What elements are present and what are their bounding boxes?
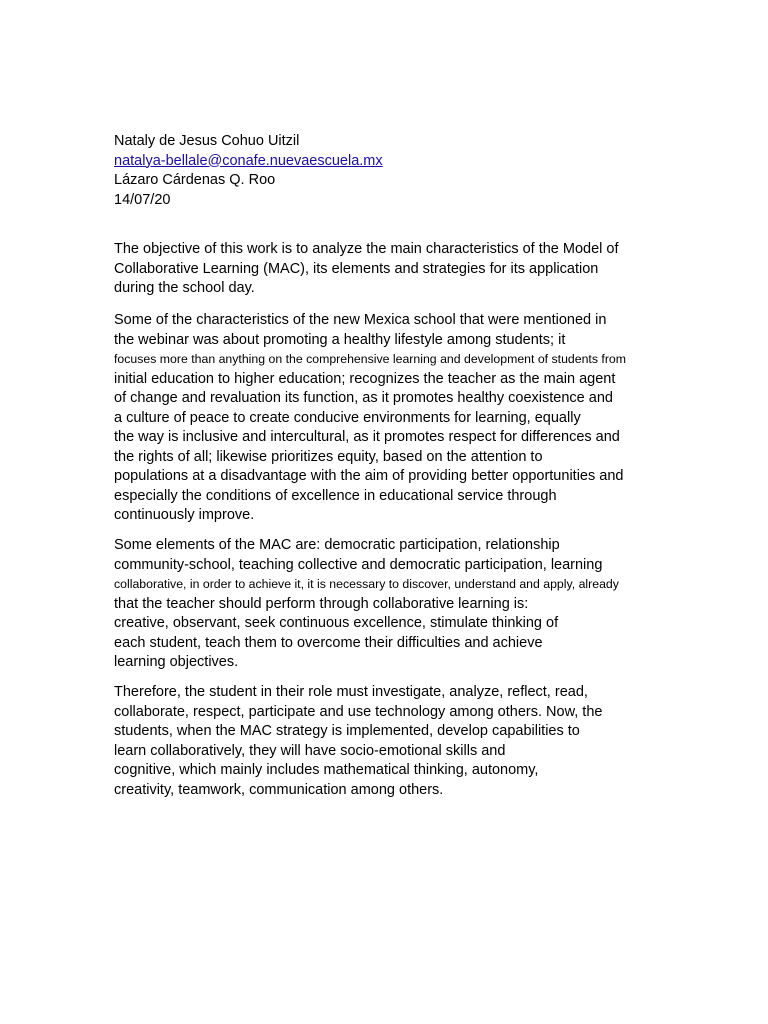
text-line: learning objectives. — [114, 654, 239, 670]
author-name: Nataly de Jesus Cohuo Uitzil — [114, 133, 300, 149]
text-line: focuses more than anything on the comprehensive learning and development of students from — [114, 352, 626, 366]
text-line: continuously improve. — [114, 507, 255, 523]
text-line: students, when the MAC strategy is implemented, develop capabilities to — [114, 723, 580, 739]
text-line: cognitive, which mainly includes mathematical thinking, autonomy, — [114, 762, 539, 778]
location: Lázaro Cárdenas Q. Roo — [114, 172, 276, 188]
text-line: each student, teach them to overcome their difficulties and achieve — [114, 634, 543, 651]
text-line: Therefore, the student in their role must investigate, analyze, reflect, read, — [114, 684, 588, 700]
text-line: the rights of all; likewise prioritizes equity, based on the attention to — [114, 448, 543, 465]
paragraph-student-role — [114, 683, 602, 800]
paragraph-objective — [114, 240, 619, 299]
text-line: the way is inclusive and intercultural, as it promotes respect for differences and — [114, 429, 620, 445]
text-line: the webinar was about promoting a healthy lifestyle among students; it — [114, 331, 566, 348]
text-line: that the teacher should perform through collaborative learning is: — [114, 595, 529, 612]
paragraph-elements — [114, 536, 619, 673]
text-line: Collaborative Learning (MAC), its elements and strategies for its application — [114, 260, 599, 277]
text-line: creative, observant, seek continuous excellence, stimulate thinking of — [114, 615, 559, 631]
text-line: especially the conditions of excellence in educational service through — [114, 487, 557, 504]
text-line: populations at a disadvantage with the aim of providing better opportunities and — [114, 468, 624, 484]
text-line: community-school, teaching collective and democratic participation, learning — [114, 556, 603, 573]
email-link[interactable]: natalya-bellale@conafe.nuevaescuela.mx — [114, 152, 383, 169]
text-line: collaborate, respect, participate and use technology among others. Now, the — [114, 703, 603, 720]
text-line: creativity, teamwork, communication among others. — [114, 781, 444, 798]
document-header — [114, 132, 383, 210]
text-line: The objective of this work is to analyze the main characteristics of the Model of — [114, 241, 619, 257]
text-line: learn collaboratively, they will have socio-emotional skills and — [114, 742, 506, 759]
text-line: Some of the characteristics of the new Mexica school that were mentioned in — [114, 312, 607, 328]
paragraph-characteristics — [114, 311, 626, 526]
text-line: collaborative, in order to achieve it, it is necessary to discover, understand and apply, already — [114, 577, 619, 591]
text-line: initial education to higher education; recognizes the teacher as the main agent — [114, 370, 616, 387]
text-line: of change and revaluation its function, as it promotes healthy coexistence and — [114, 390, 613, 406]
date: 14/07/20 — [114, 191, 171, 208]
text-line: a culture of peace to create conducive environments for learning, equally — [114, 409, 581, 426]
text-line: Some elements of the MAC are: democratic participation, relationship — [114, 537, 560, 553]
text-line: during the school day. — [114, 280, 255, 296]
